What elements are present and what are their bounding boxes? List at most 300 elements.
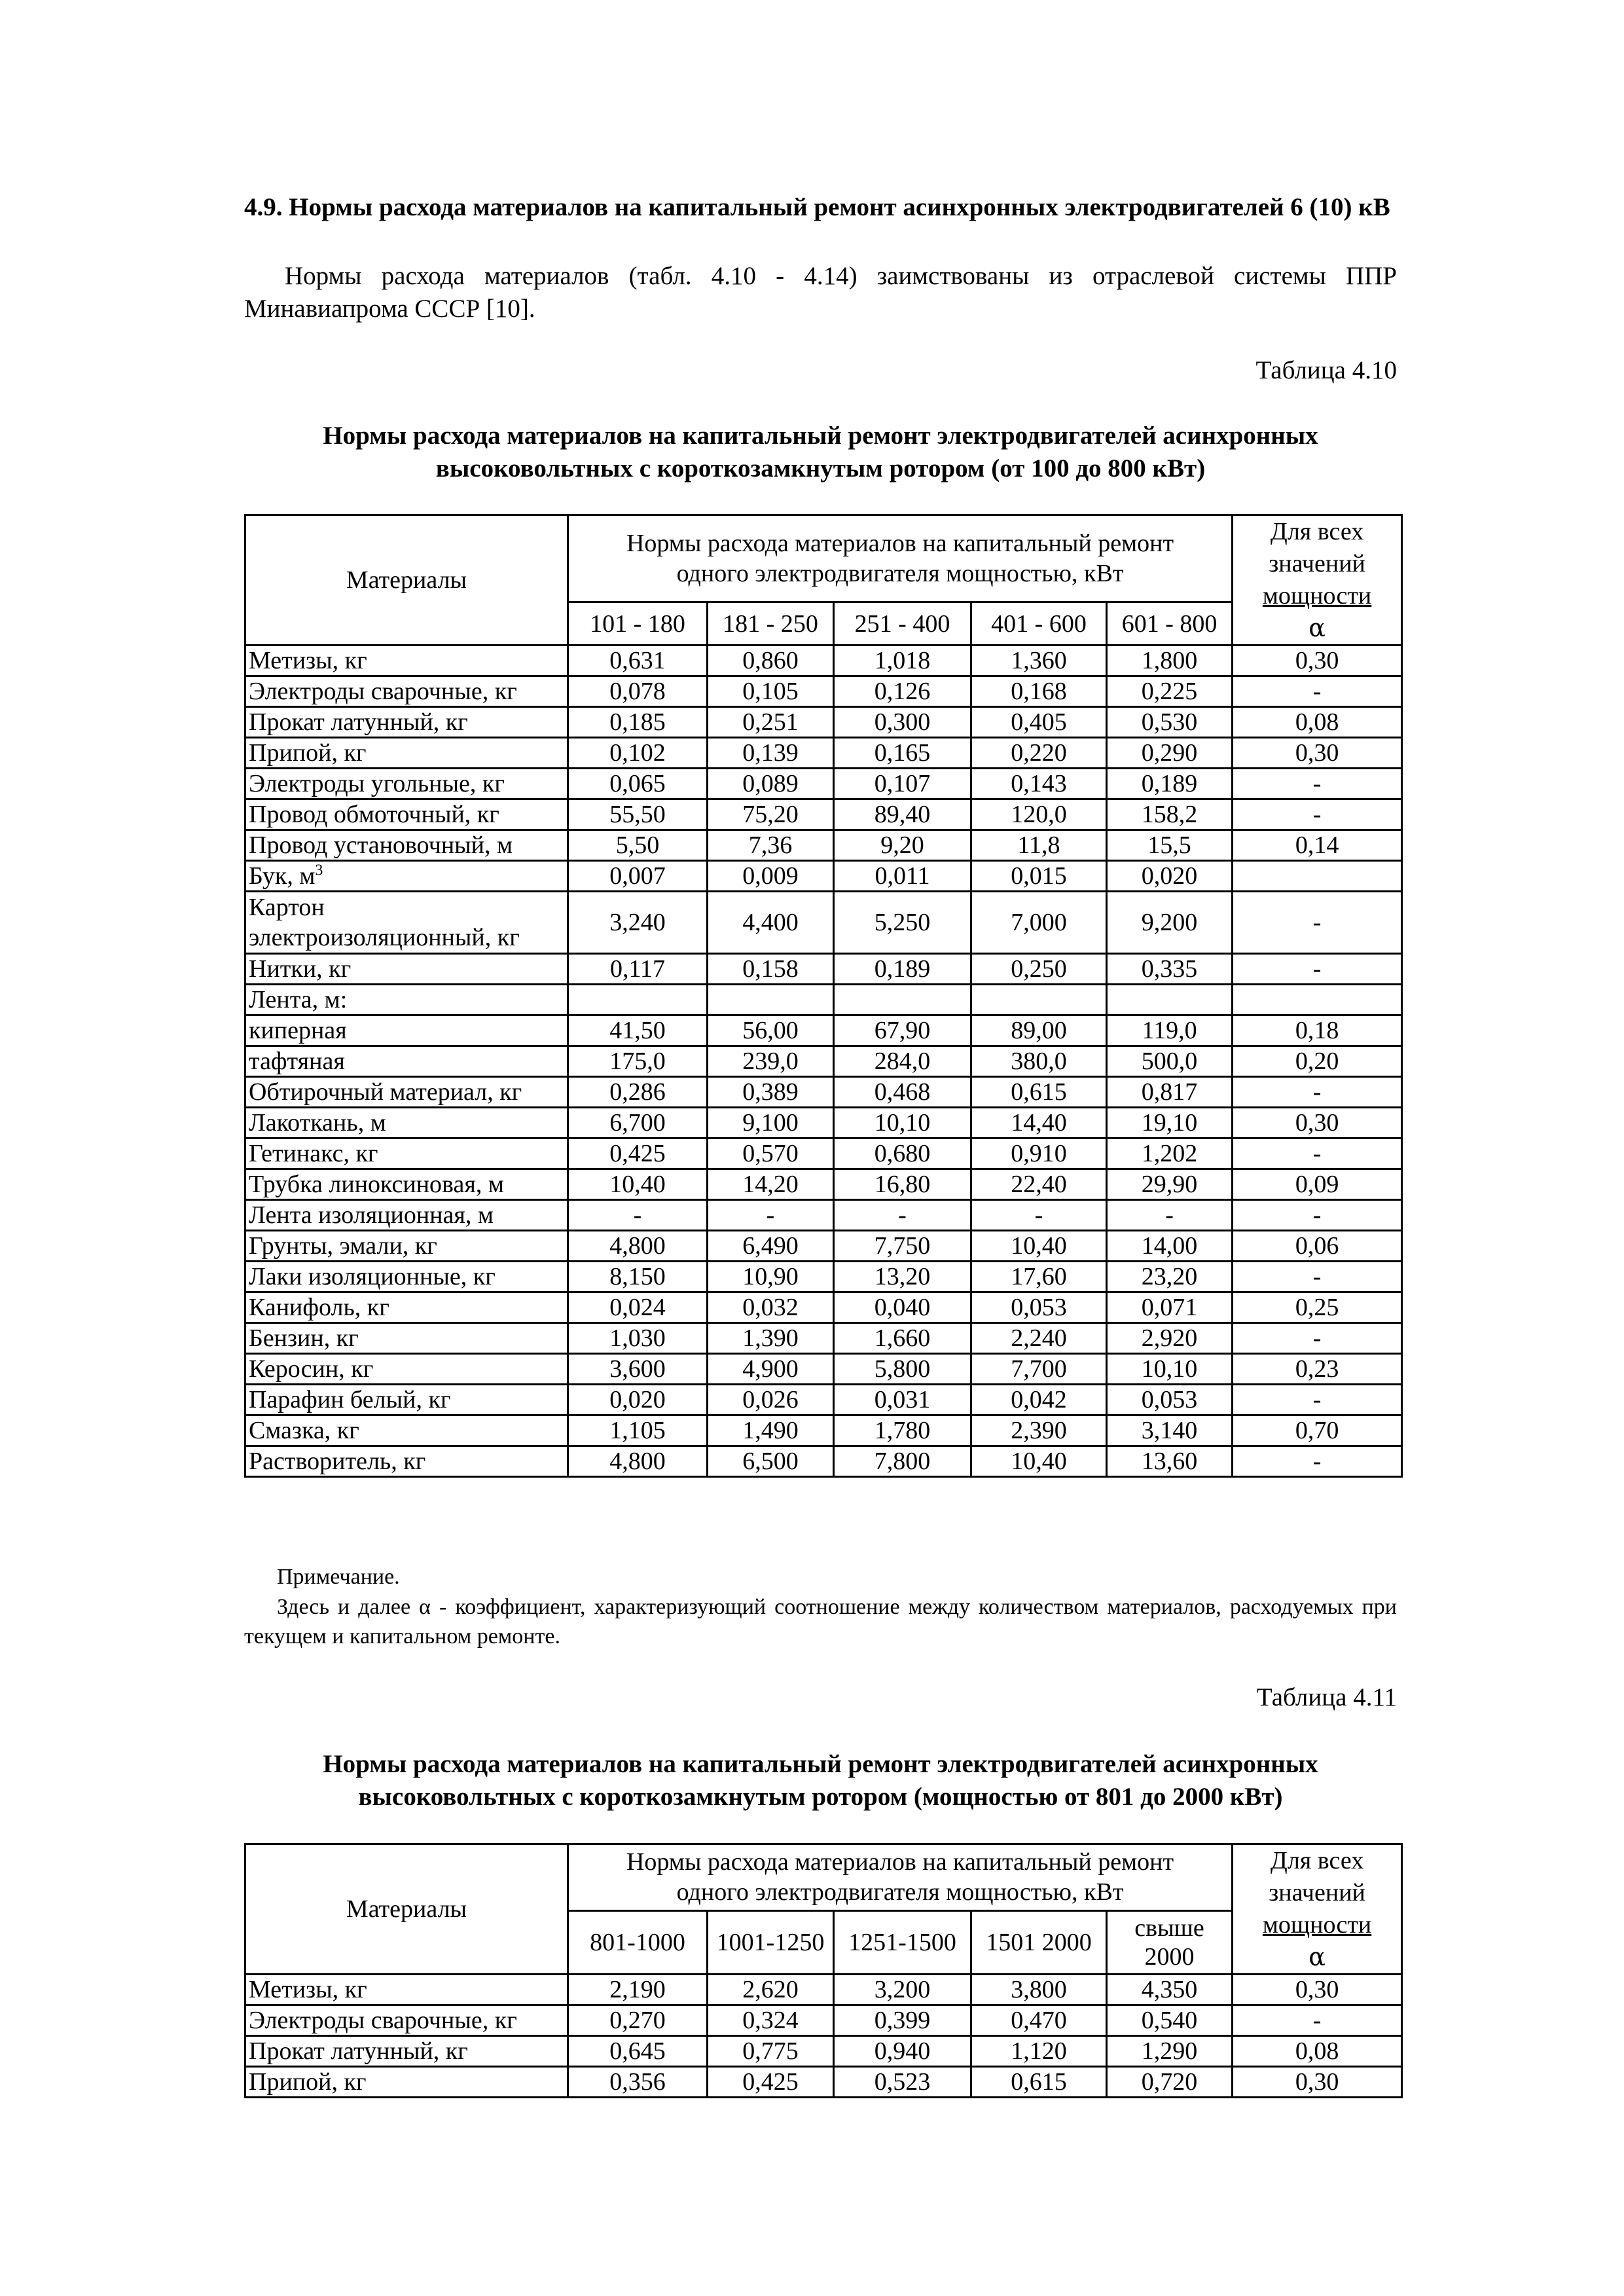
- norm-value: 22,40: [971, 1169, 1107, 1200]
- table-2-header-all-line3: мощности: [1262, 1911, 1372, 1939]
- norm-value: 14,40: [971, 1108, 1107, 1139]
- norm-value: 500,0: [1107, 1046, 1233, 1077]
- table2-column-header: [1107, 1910, 1233, 1974]
- norm-value: 0,105: [708, 676, 834, 707]
- material-name-text: Лакоткань, м: [249, 1109, 386, 1137]
- table1-column-header: 601 - 800: [1107, 602, 1233, 646]
- material-name-text: Припой, кг: [249, 739, 367, 767]
- table-row: [245, 707, 1402, 738]
- material-name: [245, 830, 568, 861]
- table-1-header-all-line3: мощности: [1262, 582, 1372, 610]
- table-2-header-norms-line2: одного электродвигателя мощностью, кВт: [676, 1878, 1124, 1906]
- material-name-text: Грунты, эмали, кг: [249, 1232, 437, 1260]
- norm-value: 15,5: [1107, 830, 1233, 861]
- table-row: [245, 646, 1402, 676]
- table-1-title: [244, 420, 1397, 485]
- table-row: [245, 985, 1402, 1015]
- material-name-text: Прокат латунный, кг: [249, 2037, 468, 2065]
- norm-value: 0,286: [568, 1077, 708, 1108]
- norm-value: 3,200: [834, 1975, 971, 2005]
- material-name-text: Провод обмоточный, кг: [249, 801, 499, 828]
- norm-value: 16,80: [834, 1169, 971, 1200]
- material-name-text: Обтирочный материал, кг: [249, 1078, 522, 1106]
- norm-value: 0,126: [834, 676, 971, 707]
- alpha-value: 0,18: [1233, 1015, 1402, 1046]
- norm-value: 1,290: [1107, 2036, 1233, 2067]
- alpha-value: -: [1233, 769, 1402, 799]
- norm-value: 0,468: [834, 1077, 971, 1108]
- material-name: [245, 954, 568, 985]
- table1-column-header: 101 - 180: [568, 602, 708, 646]
- alpha-value: [1233, 985, 1402, 1015]
- norm-value: 11,8: [971, 830, 1107, 861]
- norm-value: 0,425: [568, 1139, 708, 1169]
- alpha-value: -: [1233, 1262, 1402, 1292]
- norm-value: 0,399: [834, 2005, 971, 2036]
- norm-value: 10,10: [1107, 1354, 1233, 1385]
- material-name-text: Электроды сварочные, кг: [249, 678, 517, 705]
- table-2: [244, 1843, 1403, 2098]
- material-name-line2: электроизоляционный, кг: [249, 924, 520, 951]
- norm-value: 29,90: [1107, 1169, 1233, 1200]
- material-name: [245, 1139, 568, 1169]
- alpha-value: 0,14: [1233, 830, 1402, 861]
- table-2-label: Таблица 4.11: [1256, 1683, 1397, 1711]
- norm-value: 3,240: [568, 892, 708, 954]
- material-name-text: Лента, м:: [249, 986, 348, 1013]
- table-row: [245, 1415, 1402, 1446]
- alpha-value: -: [1233, 1385, 1402, 1415]
- norm-value: 1,780: [834, 1415, 971, 1446]
- table-1-header-norms: [568, 515, 1233, 602]
- note: [244, 1565, 1397, 1651]
- norm-value: 0,102: [568, 738, 708, 769]
- norm-value: 120,0: [971, 799, 1107, 830]
- table-1-header-norms-line1: Нормы расхода материалов на капитальный ремонт: [626, 530, 1174, 558]
- material-name: [245, 892, 568, 954]
- norm-value: 10,40: [568, 1169, 708, 1200]
- norm-value: 0,189: [834, 954, 971, 985]
- material-name: [245, 1015, 568, 1046]
- norm-value: 0,040: [834, 1292, 971, 1323]
- material-name-text: Лаки изоляционные, кг: [249, 1263, 496, 1290]
- alpha-value: -: [1233, 1077, 1402, 1108]
- table-row: [245, 1354, 1402, 1385]
- table-row: [245, 1975, 1402, 2005]
- table-1-header-all-line1: Для всех: [1270, 518, 1364, 545]
- material-name-text: Смазка, кг: [249, 1417, 359, 1444]
- norm-value: 41,50: [568, 1015, 708, 1046]
- norm-value: 75,20: [708, 799, 834, 830]
- material-name: [245, 1262, 568, 1292]
- table-1-header-alpha: α: [1308, 613, 1326, 642]
- table-row: [245, 2036, 1402, 2067]
- material-name: [245, 1446, 568, 1477]
- norm-value: 0,015: [971, 861, 1107, 892]
- material-name-text: Бензин, кг: [249, 1324, 359, 1352]
- table-row: [245, 1169, 1402, 1200]
- norm-value: 4,900: [708, 1354, 834, 1385]
- norm-value: 0,078: [568, 676, 708, 707]
- norm-value: 1,660: [834, 1323, 971, 1354]
- unit-superscript: 3: [315, 862, 323, 879]
- material-name-text: Лента изоляционная, м: [249, 1201, 494, 1229]
- table-2-title: [244, 1748, 1397, 1813]
- material-name: [245, 676, 568, 707]
- norm-value: 0,189: [1107, 769, 1233, 799]
- norm-value: 3,140: [1107, 1415, 1233, 1446]
- norm-value: 14,20: [708, 1169, 834, 1200]
- table-1-header-norms-line2: одного электродвигателя мощностью, кВт: [676, 560, 1124, 588]
- norm-value: 0,300: [834, 707, 971, 738]
- table-row: [245, 1015, 1402, 1046]
- material-name: [245, 1200, 568, 1231]
- norm-value: 13,60: [1107, 1446, 1233, 1477]
- table-2-header-alpha: α: [1308, 1942, 1326, 1971]
- alpha-value: 0,30: [1233, 2067, 1402, 2098]
- material-name: [245, 1415, 568, 1446]
- norm-value: 0,570: [708, 1139, 834, 1169]
- norm-value: 0,356: [568, 2067, 708, 2098]
- norm-value: 14,00: [1107, 1231, 1233, 1262]
- material-name: [245, 1169, 568, 1200]
- table-2-header-all-line2: значений: [1269, 1879, 1365, 1906]
- norm-value: 0,720: [1107, 2067, 1233, 2098]
- norm-value: 23,20: [1107, 1262, 1233, 1292]
- material-name: [245, 646, 568, 676]
- alpha-value: 0,30: [1233, 1975, 1402, 2005]
- norm-value: 67,90: [834, 1015, 971, 1046]
- table-row: [245, 1292, 1402, 1323]
- norm-value: 0,290: [1107, 738, 1233, 769]
- norm-value: 2,920: [1107, 1323, 1233, 1354]
- alpha-value: 0,08: [1233, 707, 1402, 738]
- alpha-value: 0,20: [1233, 1046, 1402, 1077]
- table-row: [245, 861, 1402, 892]
- material-name: [245, 1354, 568, 1385]
- norm-value: 4,800: [568, 1231, 708, 1262]
- norm-value: 284,0: [834, 1046, 971, 1077]
- norm-value: 10,40: [971, 1231, 1107, 1262]
- material-name-text: Прокат латунный, кг: [249, 708, 468, 736]
- table-2-header-all-line1: Для всех: [1270, 1847, 1364, 1874]
- norm-value: 10,40: [971, 1446, 1107, 1477]
- norm-value: 0,042: [971, 1385, 1107, 1415]
- norm-value: 0,530: [1107, 707, 1233, 738]
- norm-value: 0,165: [834, 738, 971, 769]
- norm-value: 0,631: [568, 646, 708, 676]
- table2-column-header-line1: свыше: [1134, 1914, 1204, 1942]
- table-1-title-line2: высоковольтных с короткозамкнутым ротором (от 100 до 800 кВт): [435, 454, 1206, 483]
- table-1-title-line1: Нормы расхода материалов на капитальный ремонт электродвигателей асинхронных: [323, 422, 1318, 450]
- norm-value: 3,800: [971, 1975, 1107, 2005]
- norm-value: 0,389: [708, 1077, 834, 1108]
- table-row: [245, 1139, 1402, 1169]
- norm-value: 1,030: [568, 1323, 708, 1354]
- table-row: [245, 830, 1402, 861]
- material-name: [245, 985, 568, 1015]
- norm-value: 1,202: [1107, 1139, 1233, 1169]
- norm-value: 2,620: [708, 1975, 834, 2005]
- table-1-header-materials: Материалы: [245, 515, 568, 646]
- norm-value: 0,860: [708, 646, 834, 676]
- norm-value: -: [568, 1200, 708, 1231]
- section-intro: Нормы расхода материалов (табл. 4.10 - 4.14) заимствованы из отраслевой системы ППР Минавиапрома СССР [10].: [244, 262, 1397, 323]
- norm-value: [1107, 985, 1233, 1015]
- table-1: [244, 514, 1403, 1478]
- table-row: [245, 1108, 1402, 1139]
- table-row: [245, 1231, 1402, 1262]
- norm-value: 1,120: [971, 2036, 1107, 2067]
- norm-value: 8,150: [568, 1262, 708, 1292]
- norm-value: 239,0: [708, 1046, 834, 1077]
- norm-value: 7,700: [971, 1354, 1107, 1385]
- note-head: Примечание.: [277, 1565, 400, 1589]
- table-1-header-all-line2: значений: [1269, 550, 1365, 577]
- material-name: [245, 1046, 568, 1077]
- norm-value: -: [834, 1200, 971, 1231]
- norm-value: 0,065: [568, 769, 708, 799]
- material-name: [245, 707, 568, 738]
- norm-value: -: [971, 1200, 1107, 1231]
- norm-value: 0,053: [1107, 1385, 1233, 1415]
- alpha-value: [1233, 861, 1402, 892]
- norm-value: -: [708, 1200, 834, 1231]
- table-row: [245, 1200, 1402, 1231]
- material-name: [245, 2067, 568, 2098]
- norm-value: 0,026: [708, 1385, 834, 1415]
- table-2-header-all-values: [1233, 1844, 1402, 1975]
- norm-value: 89,00: [971, 1015, 1107, 1046]
- table2-column-header: 1501 2000: [971, 1910, 1107, 1974]
- material-name-text: Керосин, кг: [249, 1355, 374, 1383]
- norm-value: 1,390: [708, 1323, 834, 1354]
- table1-column-header: 401 - 600: [971, 602, 1107, 646]
- norm-value: 1,490: [708, 1415, 834, 1446]
- norm-value: 0,117: [568, 954, 708, 985]
- norm-value: 175,0: [568, 1046, 708, 1077]
- norm-value: 119,0: [1107, 1015, 1233, 1046]
- material-name: [245, 1292, 568, 1323]
- table-row: [245, 1446, 1402, 1477]
- norm-value: 4,400: [708, 892, 834, 954]
- norm-value: 19,10: [1107, 1108, 1233, 1139]
- norm-value: 0,009: [708, 861, 834, 892]
- table-row: [245, 676, 1402, 707]
- material-name-text: Метизы, кг: [249, 1976, 367, 2003]
- norm-value: 0,143: [971, 769, 1107, 799]
- material-name-text: Канифоль, кг: [249, 1294, 389, 1321]
- norm-value: 0,270: [568, 2005, 708, 2036]
- table-1-label: Таблица 4.10: [1255, 356, 1397, 384]
- table-2-header-materials: Материалы: [245, 1844, 568, 1975]
- material-name: [245, 769, 568, 799]
- norm-value: 2,390: [971, 1415, 1107, 1446]
- alpha-value: -: [1233, 954, 1402, 985]
- norm-value: [971, 985, 1107, 1015]
- table-row: [245, 2005, 1402, 2036]
- alpha-value: 0,06: [1233, 1231, 1402, 1262]
- norm-value: 0,817: [1107, 1077, 1233, 1108]
- norm-value: 0,615: [971, 1077, 1107, 1108]
- table-row: [245, 799, 1402, 830]
- table-row: [245, 1262, 1402, 1292]
- alpha-value: 0,70: [1233, 1415, 1402, 1446]
- material-name: [245, 1975, 568, 2005]
- norm-value: 0,940: [834, 2036, 971, 2067]
- table2-column-header: 1251-1500: [834, 1910, 971, 1974]
- norm-value: 5,250: [834, 892, 971, 954]
- material-name: [245, 1231, 568, 1262]
- norm-value: -: [1107, 1200, 1233, 1231]
- material-name-line1: Картон: [249, 894, 325, 921]
- table-row: [245, 1323, 1402, 1354]
- alpha-value: -: [1233, 892, 1402, 954]
- material-name: [245, 1108, 568, 1139]
- material-name-text: Нитки, кг: [249, 955, 352, 983]
- norm-value: 3,600: [568, 1354, 708, 1385]
- norm-value: 0,540: [1107, 2005, 1233, 2036]
- alpha-value: 0,25: [1233, 1292, 1402, 1323]
- norm-value: [834, 985, 971, 1015]
- table-row: [245, 892, 1402, 954]
- norm-value: 17,60: [971, 1262, 1107, 1292]
- norm-value: 6,500: [708, 1446, 834, 1477]
- alpha-value: 0,09: [1233, 1169, 1402, 1200]
- material-name: [245, 738, 568, 769]
- norm-value: 0,020: [568, 1385, 708, 1415]
- table-row: [245, 1077, 1402, 1108]
- alpha-value: 0,30: [1233, 738, 1402, 769]
- table1-column-header: 181 - 250: [708, 602, 834, 646]
- material-name: [245, 861, 568, 892]
- alpha-value: 0,08: [1233, 2036, 1402, 2067]
- norm-value: 2,240: [971, 1323, 1107, 1354]
- norm-value: 7,000: [971, 892, 1107, 954]
- alpha-value: -: [1233, 1446, 1402, 1477]
- norm-value: 0,680: [834, 1139, 971, 1169]
- norm-value: 0,139: [708, 738, 834, 769]
- table-row: [245, 769, 1402, 799]
- material-name: [245, 1077, 568, 1108]
- norm-value: 0,031: [834, 1385, 971, 1415]
- note-text: Здесь и далее α - коэффициент, характеризующий соотношение между количеством материалов, расходуемых при текущем и капитальном ремонте.: [244, 1595, 1397, 1649]
- norm-value: 0,032: [708, 1292, 834, 1323]
- alpha-value: -: [1233, 799, 1402, 830]
- table-row: [245, 1385, 1402, 1415]
- norm-value: 5,800: [834, 1354, 971, 1385]
- norm-value: 0,335: [1107, 954, 1233, 985]
- material-name: [245, 1385, 568, 1415]
- material-name-text: киперная: [249, 1017, 347, 1044]
- table-2-header-norms: [568, 1844, 1233, 1911]
- material-name-text: тафтяная: [249, 1048, 345, 1075]
- norm-value: 9,20: [834, 830, 971, 861]
- norm-value: 0,470: [971, 2005, 1107, 2036]
- norm-value: 0,225: [1107, 676, 1233, 707]
- alpha-value: -: [1233, 1139, 1402, 1169]
- norm-value: 1,018: [834, 646, 971, 676]
- alpha-value: -: [1233, 2005, 1402, 2036]
- table2-column-header-line2: 2000: [1144, 1942, 1195, 1971]
- norm-value: 0,007: [568, 861, 708, 892]
- norm-value: 0,615: [971, 2067, 1107, 2098]
- table-row: [245, 954, 1402, 985]
- material-name-text: Бук, м: [249, 862, 316, 890]
- norm-value: 0,168: [971, 676, 1107, 707]
- material-name-text: Электроды сварочные, кг: [249, 2007, 517, 2034]
- material-name-text: Трубка линоксиновая, м: [249, 1171, 504, 1198]
- norm-value: 7,750: [834, 1231, 971, 1262]
- norm-value: 0,910: [971, 1139, 1107, 1169]
- norm-value: [708, 985, 834, 1015]
- norm-value: 0,011: [834, 861, 971, 892]
- norm-value: 0,775: [708, 2036, 834, 2067]
- alpha-value: -: [1233, 676, 1402, 707]
- table2-column-header: 1001-1250: [708, 1910, 834, 1974]
- section-title: 4.9. Нормы расхода материалов на капитальный ремонт асинхронных электродвигателей 6 (10) кВ: [244, 193, 1390, 221]
- norm-value: 0,089: [708, 769, 834, 799]
- table-row: [245, 2067, 1402, 2098]
- norm-value: 5,50: [568, 830, 708, 861]
- norm-value: 0,020: [1107, 861, 1233, 892]
- norm-value: [568, 985, 708, 1015]
- norm-value: 0,053: [971, 1292, 1107, 1323]
- table2-column-header: 801-1000: [568, 1910, 708, 1974]
- norm-value: 0,220: [971, 738, 1107, 769]
- norm-value: 0,251: [708, 707, 834, 738]
- norm-value: 0,071: [1107, 1292, 1233, 1323]
- norm-value: 0,107: [834, 769, 971, 799]
- norm-value: 13,20: [834, 1262, 971, 1292]
- material-name-text: Парафин белый, кг: [249, 1386, 451, 1413]
- alpha-value: 0,30: [1233, 1108, 1402, 1139]
- material-name-text: Припой, кг: [249, 2068, 367, 2096]
- material-name-text: Метизы, кг: [249, 647, 367, 674]
- material-name-text: Электроды угольные, кг: [249, 770, 505, 797]
- norm-value: 9,200: [1107, 892, 1233, 954]
- norm-value: 55,50: [568, 799, 708, 830]
- norm-value: 56,00: [708, 1015, 834, 1046]
- material-name: [245, 2005, 568, 2036]
- norm-value: 0,250: [971, 954, 1107, 985]
- table-row: [245, 738, 1402, 769]
- norm-value: 2,190: [568, 1975, 708, 2005]
- table1-column-header: 251 - 400: [834, 602, 971, 646]
- norm-value: 0,024: [568, 1292, 708, 1323]
- norm-value: 6,490: [708, 1231, 834, 1262]
- material-name: [245, 2036, 568, 2067]
- norm-value: 0,185: [568, 707, 708, 738]
- material-name-text: Провод установочный, м: [249, 831, 513, 859]
- norm-value: 0,158: [708, 954, 834, 985]
- table-1-header-all-values: [1233, 515, 1402, 646]
- material-name: [245, 1323, 568, 1354]
- norm-value: 0,324: [708, 2005, 834, 2036]
- material-name-text: Гетинакс, кг: [249, 1140, 378, 1167]
- norm-value: 4,350: [1107, 1975, 1233, 2005]
- norm-value: 7,36: [708, 830, 834, 861]
- norm-value: 380,0: [971, 1046, 1107, 1077]
- table-2-title-line1: Нормы расхода материалов на капитальный ремонт электродвигателей асинхронных: [323, 1750, 1318, 1778]
- material-name: [245, 799, 568, 830]
- norm-value: 1,105: [568, 1415, 708, 1446]
- norm-value: 6,700: [568, 1108, 708, 1139]
- alpha-value: -: [1233, 1200, 1402, 1231]
- norm-value: 0,405: [971, 707, 1107, 738]
- norm-value: 1,800: [1107, 646, 1233, 676]
- norm-value: 0,645: [568, 2036, 708, 2067]
